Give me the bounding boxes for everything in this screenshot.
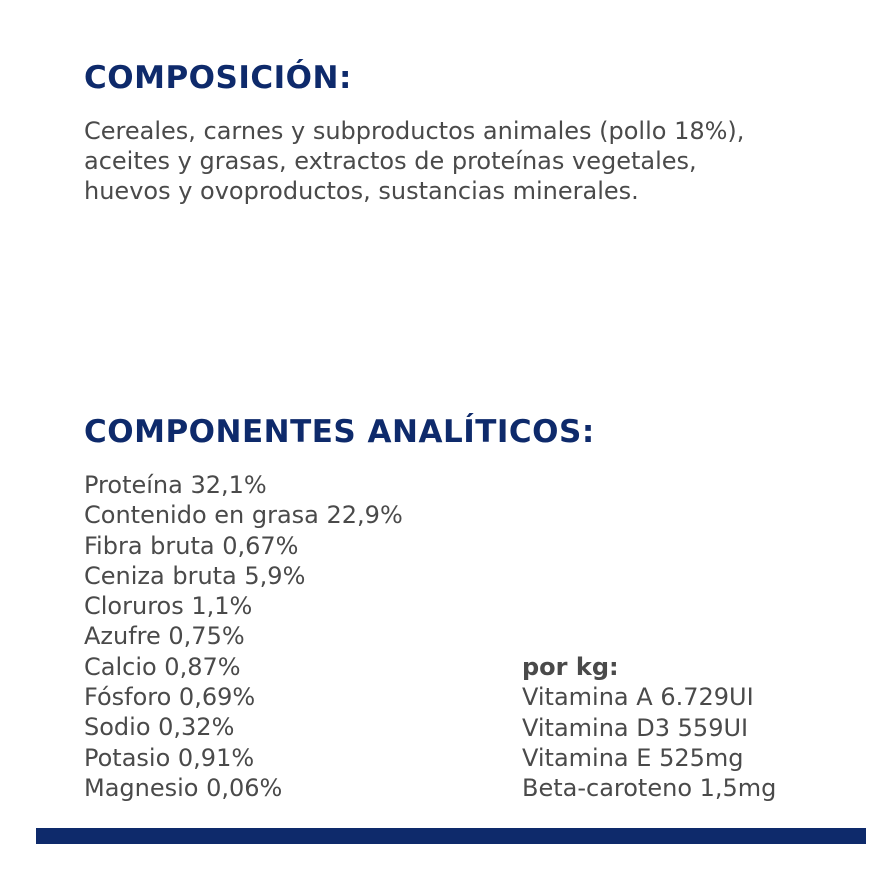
analytic-item-chlorides: Cloruros 1,1%: [84, 592, 253, 621]
vitamin-e-item: Vitamina E 525mg: [522, 743, 744, 772]
vitamin-a-item: Vitamina A 6.729UI: [522, 683, 754, 712]
analytic-item-sulfur: Azufre 0,75%: [84, 622, 245, 651]
beta-carotene-item: Beta-caroteno 1,5mg: [522, 774, 777, 803]
analytic-components-list: [84, 470, 403, 803]
analytic-item-phosphorus: Fósforo 0,69%: [84, 683, 256, 712]
composition-heading: COMPOSICIÓN:: [84, 60, 352, 96]
analytic-item-fat: Contenido en grasa 22,9%: [84, 501, 403, 530]
bottom-divider-bar: [36, 828, 866, 844]
composition-text: Cereales, carnes y subproductos animales (pollo 18%), aceites y grasas, extractos de proteínas vegetales, huevos y ovoproductos, sustancias minerales.: [84, 117, 745, 205]
analytic-item-ash: Ceniza bruta 5,9%: [84, 561, 306, 590]
analytic-item-magnesium: Magnesio 0,06%: [84, 773, 283, 802]
per-kg-label: por kg:: [522, 653, 619, 681]
analytic-item-protein: Proteína 32,1%: [84, 471, 267, 499]
vitamin-d3-item: Vitamina D3 559UI: [522, 713, 749, 742]
analytic-item-calcium: Calcio 0,87%: [84, 652, 241, 681]
analytic-components-heading: COMPONENTES ANALÍTICOS:: [84, 414, 595, 450]
analytic-item-fiber: Fibra bruta 0,67%: [84, 531, 299, 560]
per-kg-list: [522, 652, 776, 803]
analytic-item-sodium: Sodio 0,32%: [84, 713, 235, 742]
analytic-item-potassium: Potasio 0,91%: [84, 743, 255, 772]
